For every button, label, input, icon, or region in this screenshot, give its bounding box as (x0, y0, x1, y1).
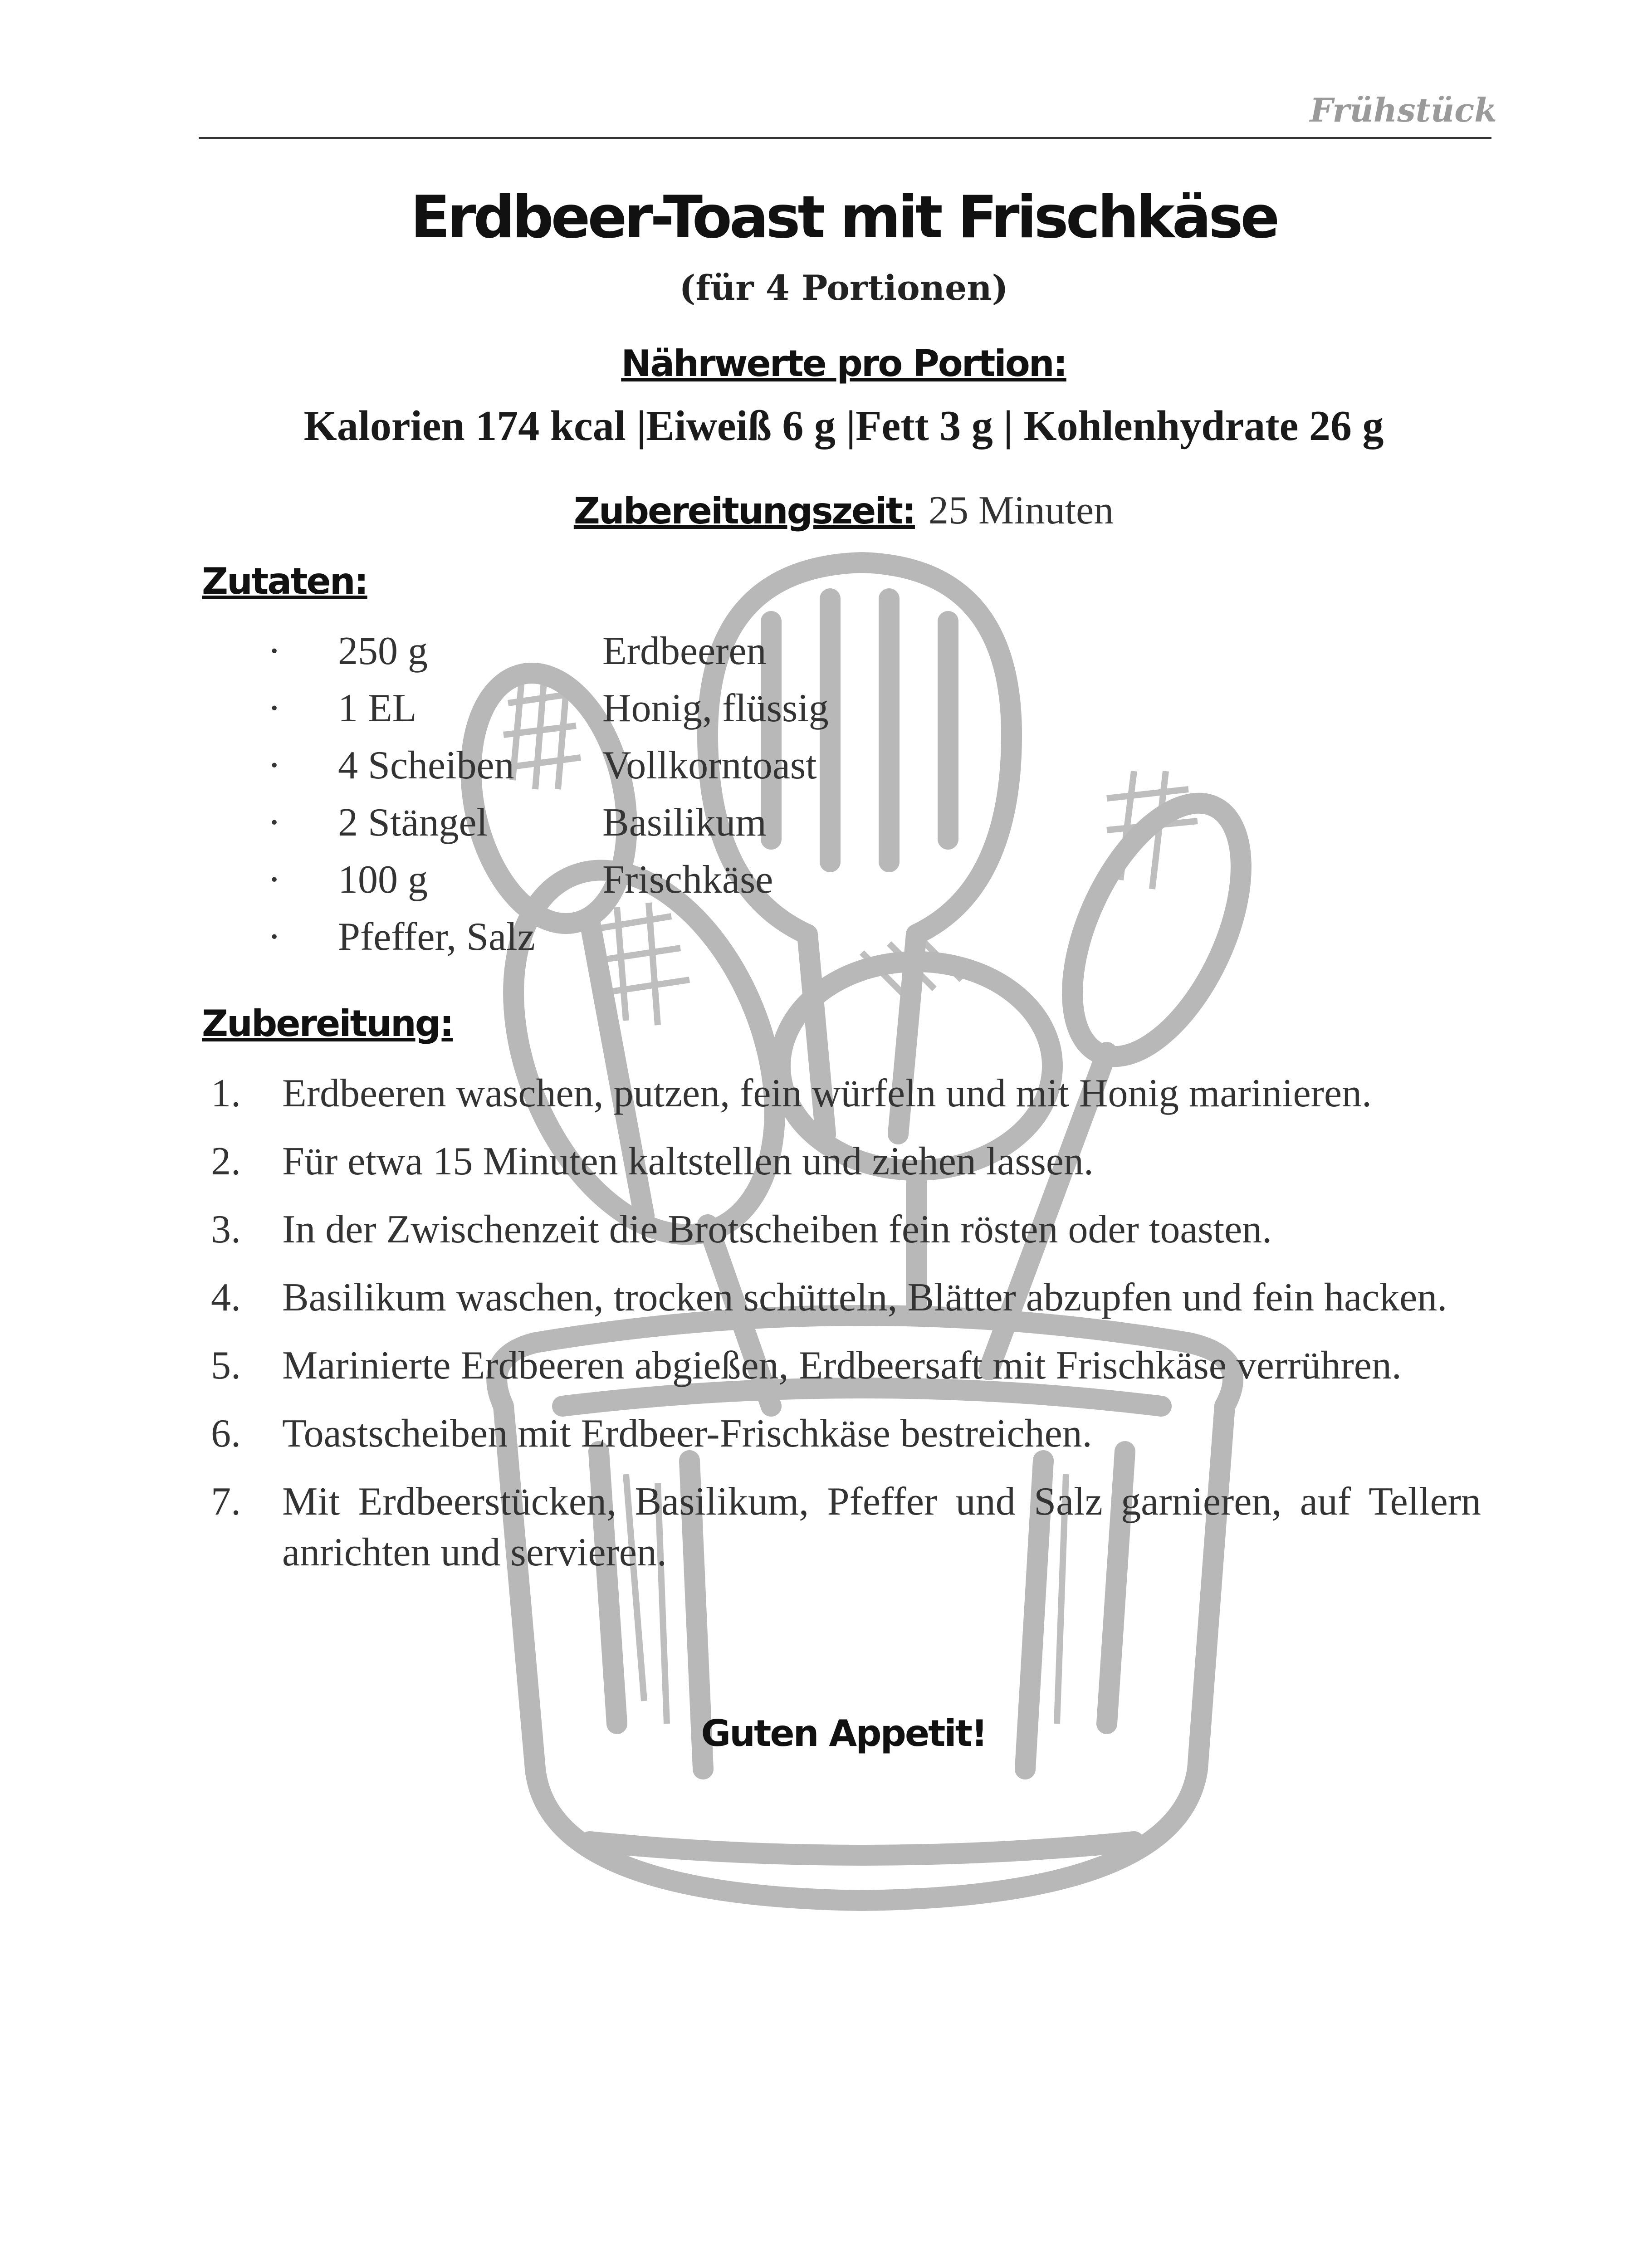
preparation-steps (0, 1068, 1633, 1595)
step-item (0, 1136, 1633, 1187)
preparation-heading: Zubereitung: (202, 1002, 453, 1045)
prep-time-label: Zubereitungszeit: (573, 490, 915, 532)
bullet: · (268, 801, 281, 845)
step-text: Erdbeeren waschen, putzen, fein würfeln und mit Honig marinieren. (282, 1071, 1372, 1115)
step-number: 1. (211, 1071, 241, 1115)
step-number: 5. (211, 1344, 241, 1388)
bullet: · (268, 629, 281, 673)
step-text: Basilikum waschen, trocken schütteln, Blätter abzupfen und fein hacken. (282, 1276, 1447, 1320)
step-item (0, 1272, 1633, 1323)
ingredient-name: Basilikum (602, 801, 767, 845)
recipe-title: Erdbeer-Toast mit Frischkäse (410, 184, 1277, 251)
prep-time (0, 488, 1633, 533)
ingredient-name: Erdbeeren (602, 629, 767, 673)
ingredient-name: Frischkäse (602, 858, 773, 902)
nutrition-values: Kalorien 174 kcal |Eiweiß 6 g |Fett 3 g | Kohlenhydrate 26 g (303, 402, 1384, 450)
bullet: · (268, 858, 281, 902)
step-item (0, 1476, 1633, 1578)
ingredients-heading: Zutaten: (202, 560, 367, 602)
step-item (0, 1340, 1633, 1391)
ingredient-quantity: 250 g (338, 629, 428, 673)
ingredient-name: Vollkorntoast (602, 743, 817, 787)
prep-time-value: 25 Minuten (928, 489, 1114, 533)
ingredient-item (0, 743, 1633, 800)
step-item (0, 1408, 1633, 1459)
step-text: In der Zwischenzeit die Brotscheiben fein rösten oder toasten. (282, 1207, 1272, 1251)
bullet: · (268, 686, 281, 730)
portions-note: (für 4 Portionen) (679, 268, 1008, 308)
step-number: 7. (211, 1480, 241, 1524)
step-text: Mit Erdbeerstücken, Basilikum, Pfeffer und Salz garnieren, auf Tellern anrichten und servieren. (282, 1480, 1481, 1574)
step-number: 2. (211, 1139, 241, 1183)
ingredient-quantity: 4 Scheiben (338, 743, 514, 787)
step-item (0, 1204, 1633, 1255)
step-item (0, 1068, 1633, 1119)
closing-line: Guten Appetit! (701, 1712, 987, 1755)
step-text: Toastscheiben mit Erdbeer-Frischkäse bestreichen. (282, 1412, 1092, 1456)
ingredient-item (0, 628, 1633, 685)
ingredient-item (0, 800, 1633, 857)
nutrition-heading: Nährwerte pro Portion: (621, 342, 1066, 385)
step-number: 3. (211, 1207, 241, 1251)
bullet: · (268, 743, 281, 787)
section-header: Frühstück (1310, 91, 1497, 129)
step-text: Für etwa 15 Minuten kaltstellen und ziehen lassen. (282, 1139, 1094, 1183)
ingredients-list (0, 628, 1633, 971)
ingredient-quantity: 2 Stängel (338, 801, 488, 845)
step-number: 6. (211, 1412, 241, 1456)
ingredient-quantity: 100 g (338, 858, 428, 902)
step-text: Marinierte Erdbeeren abgießen, Erdbeersaft mit Frischkäse verrühren. (282, 1344, 1402, 1388)
ingredient-item (0, 857, 1633, 914)
ingredient-quantity: 1 EL (338, 686, 417, 730)
ingredient-item (0, 685, 1633, 743)
bullet: · (268, 915, 281, 959)
ingredient-item (0, 914, 1633, 971)
ingredient-quantity: Pfeffer, Salz (338, 915, 535, 959)
step-number: 4. (211, 1276, 241, 1320)
ingredient-name: Honig, flüssig (602, 686, 829, 730)
